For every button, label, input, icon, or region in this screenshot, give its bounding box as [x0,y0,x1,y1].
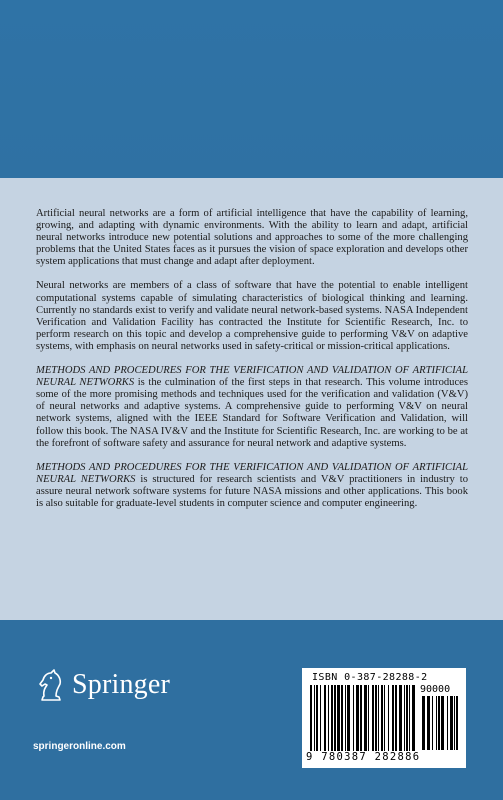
barcode-bar [438,696,440,750]
publisher-logo [34,665,214,705]
blurb-paragraph [36,208,468,268]
barcode-bar [353,685,354,751]
barcode-bar [314,685,315,751]
barcode-bar [450,696,453,750]
blurb-paragraph [36,280,468,353]
barcode-bar [381,685,383,751]
barcode-bar [334,685,336,751]
barcode-bar [388,685,389,751]
isbn-label: ISBN 0-387-28288-2 [312,672,428,683]
blurb-paragraph [36,365,468,450]
barcode-bar [436,696,437,750]
barcode-bar [456,696,458,750]
barcode-bar [345,685,346,751]
barcode-bar [399,685,402,751]
barcode-bar [422,696,425,750]
book-title-italic: METHODS AND PROCEDURES FOR THE VERIFICATION AND VALIDATION OF ARTIFICIAL NEURAL NETWORKS [36,365,468,389]
blurb-panel [0,178,503,620]
publisher-name: Springer [72,669,171,700]
blurb-paragraph [36,462,468,510]
barcode-bar [447,696,448,750]
barcode-bar [368,685,369,751]
barcode-bar [378,685,379,751]
barcode [302,668,466,768]
barcode-bar [409,685,410,751]
barcode-bar [392,685,394,751]
paragraph-text: is the culmination of the first steps in that research. This volume introduces some of the more promising methods and techniques used for the verification and validation (V&V) of neural networks and adaptive systems. A comprehensive guide to performing V&V on neural network systems, aligned with the IEEE Standard for Software Verification and Validation, will follow this book. The NASA IV&V and the Institute for Scientific Research, Inc. are working to be at the forefront of software safety and assurance for neural network and adaptive systems. [36,377,468,449]
barcode-bar [331,685,333,751]
barcode-bar [406,685,408,751]
barcode-bar [375,685,377,751]
barcode-bar [337,685,340,751]
paragraph-text: Artificial neural networks are a form of artificial intelligence that have the capability of learning, growing, and adapting with dynamic environments. With the ability to learn and adapt, artificial neural networks introduce new potential solutions and approaches to some of the more challenging problems that the United States faces as it pursues the vision of space exploration and develops other system applications that must change and adapt after deployment. [36,208,468,268]
publisher-url: springeronline.com [33,741,126,752]
barcode-bar [324,685,326,751]
barcode-bar [384,685,385,751]
barcode-addon-number: 90000 [420,684,451,695]
barcode-bar [441,696,444,750]
barcode-bar [454,696,455,750]
barcode-bar [360,685,362,751]
blurb-text [36,208,468,522]
paragraph-text: is structured for research scientists and V&V practitioners in industry to assure neural network software systems for future NASA missions and other applications. This book is also suitable for graduate-level students in computer science and computer engineering. [36,473,468,509]
cover-top-band [0,0,503,178]
barcode-bar [316,685,318,751]
barcode-bar [320,685,321,751]
addon-barcode-bars [422,696,460,750]
ean-barcode-bars [310,685,416,751]
barcode-bar [364,685,367,751]
barcode-bar [328,685,329,751]
barcode-bar [372,685,374,751]
paragraph-text: Neural networks are members of a class of software that have the potential to enable intelligent computational systems capable of simulating characteristics of biological thinking and learning. Currently no standards exist to verify and validate neural network-based systems. NASA Independent Verification and Validation Facility has contracted the Institute for Scientific Research, Inc. to perform research on this topic and develop a comprehensive guide to performing V&V on adaptive systems, with emphasis on neural networks used in safety-critical or mission-critical applications. [36,280,468,352]
barcode-bar [356,685,359,751]
barcode-bar [404,685,405,751]
barcode-bar [310,685,312,751]
barcode-bar [347,685,350,751]
barcode-bar [341,685,343,751]
ean-number: 9 780387 282886 [306,751,421,763]
springer-knight-icon [34,667,68,703]
barcode-bar [412,685,415,751]
book-title-italic: METHODS AND PROCEDURES FOR THE VERIFICATION AND VALIDATION OF ARTIFICIAL NEURAL NETWORKS [36,461,468,485]
barcode-bar [432,696,433,750]
barcode-bar [395,685,397,751]
barcode-bar [427,696,430,750]
